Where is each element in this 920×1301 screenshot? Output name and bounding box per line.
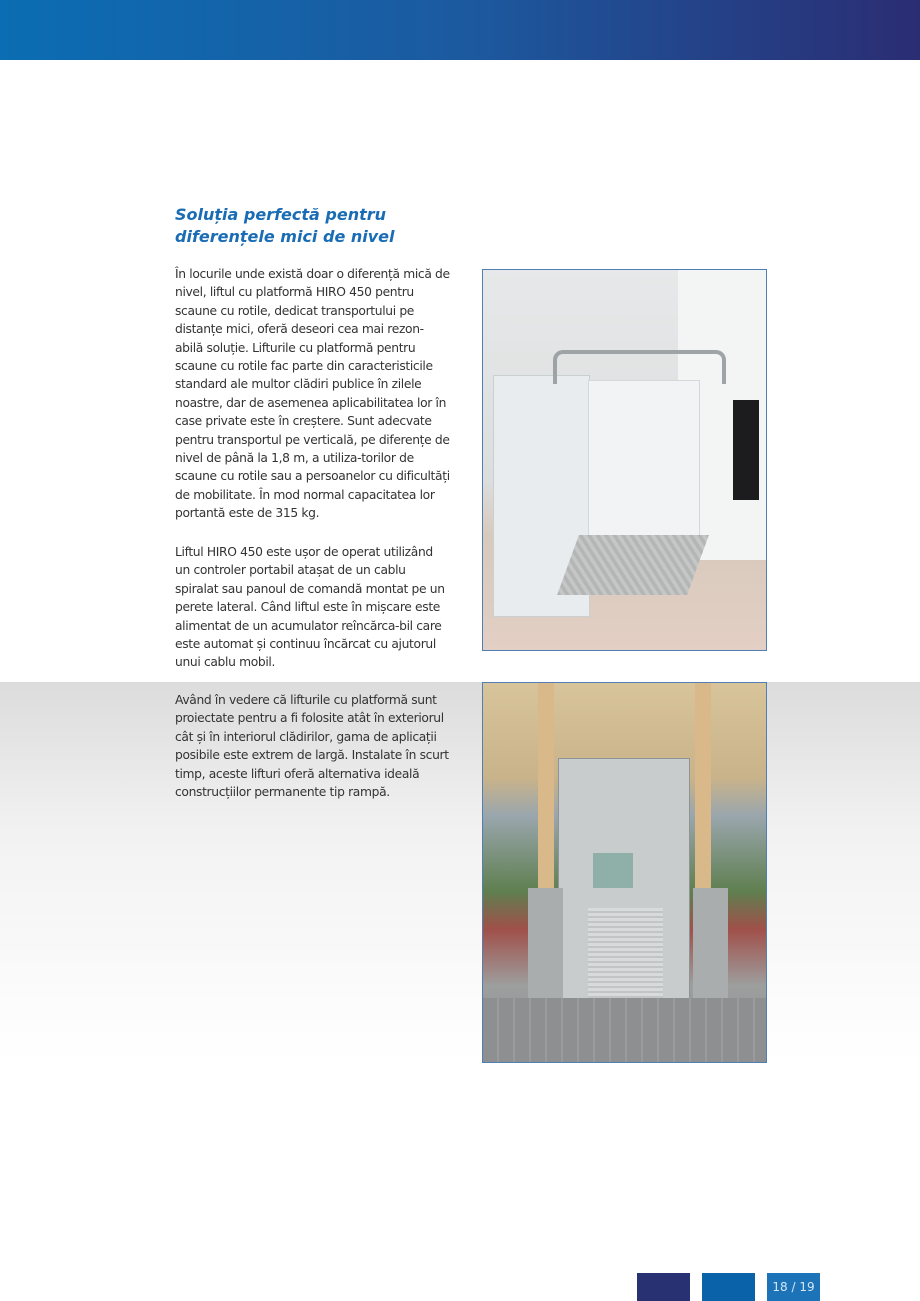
paragraph-3: Având în vedere că lifturile cu platformă sunt proiectate pentru a fi folosite atât în exteriorul cât și în interiorul clădirilor, gama de aplicații posibile este extrem de largă. Instalate în scurt timp, aceste lifturi oferă alternativa ideală construcțiilor permanente tip rampă. — [175, 693, 449, 800]
header-bar — [0, 0, 920, 60]
section-title — [175, 204, 475, 248]
nav-block-prev[interactable] — [637, 1273, 690, 1301]
nav-block-next[interactable] — [702, 1273, 755, 1301]
title-line-2: diferențele mici de nivel — [175, 227, 395, 246]
page-number: 18 / 19 — [767, 1273, 820, 1301]
paragraph-2: Liftul HIRO 450 este ușor de operat utilizând un controler portabil atașat de un cablu spiralat sau panoul de comandă montat pe un perete lateral. Când liftul este în mișcare este alimentat de un acumulator reîncărca-bil care este automat și continuu încărcat cu ajutorul unui cablu mobil. — [175, 545, 445, 670]
photo-outdoor-platform-lift — [482, 682, 767, 1063]
photo-indoor-platform-lift — [482, 269, 767, 651]
background-band — [0, 682, 920, 1062]
title-line-1: Soluția perfectă pentru — [175, 205, 387, 224]
paragraph-1: În locurile unde există doar o diferență mică de nivel, liftul cu platformă HIRO 450 pentru scaune cu rotile, dedicat transportului pe distanțe mici, oferă deseori cea mai rezon-abilă soluție. Lifturile cu platformă pentru scaune cu rotile fac parte din caracteristicile standard ale multor clădiri publice în zilele noastre, dar de asemenea aplicabilitatea lor în case private este în creștere. Sunt adecvate pentru transportul pe verticală, pe diferențe de nivel de până la 1,8 m, a utiliza-torilor de scaune cu rotile sau a persoanelor cu dificultăți de mobilitate. În mod normal capacitatea lor portantă este de 315 kg. — [175, 267, 450, 521]
